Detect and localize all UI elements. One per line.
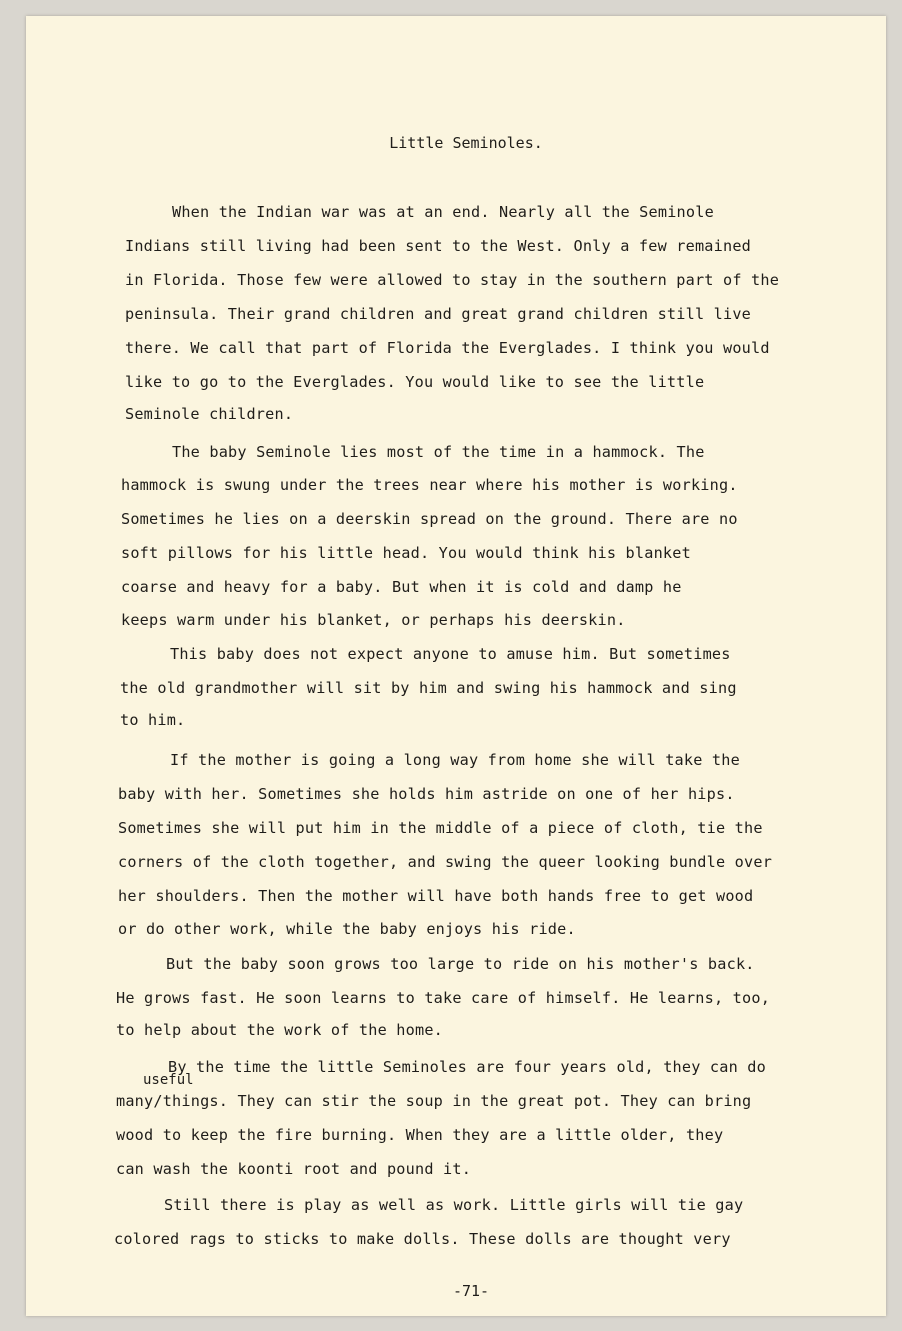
text-line: there. We call that part of Florida the Everglades. I think you would [125,339,770,357]
text-line: If the mother is going a long way from home she will take the [170,751,740,769]
text-line: coarse and heavy for a baby. But when it is cold and damp he [121,578,682,596]
text-line: By the time the little Seminoles are four years old, they can do [168,1058,766,1076]
text-line: the old grandmother will sit by him and swing his hammock and sing [120,679,737,697]
text-line: He grows fast. He soon learns to take care of himself. He learns, too, [116,989,771,1007]
text-line: Sometimes he lies on a deerskin spread on the ground. There are no [121,510,738,528]
text-line: to him. [120,711,186,729]
text-line: baby with her. Sometimes she holds him astride on one of her hips. [118,785,735,803]
text-line: wood to keep the fire burning. When they are a little older, they [116,1126,724,1144]
text-line: or do other work, while the baby enjoys his ride. [118,920,576,938]
text-line: her shoulders. Then the mother will have both hands free to get wood [118,887,754,905]
text-line: Still there is play as well as work. Little girls will tie gay [164,1196,744,1214]
text-line: The baby Seminole lies most of the time in a hammock. The [172,443,705,461]
text-line: can wash the koonti root and pound it. [116,1160,472,1178]
page-title: Little Seminoles. [389,134,543,152]
text-line: This baby does not expect anyone to amuse him. But sometimes [170,645,731,663]
text-line: many/things. They can stir the soup in the great pot. They can bring [116,1092,752,1110]
page-number: -71- [452,1282,490,1300]
text-line: in Florida. Those few were allowed to stay in the southern part of the [125,271,780,289]
text-line: colored rags to sticks to make dolls. These dolls are thought very [114,1230,731,1248]
text-line: When the Indian war was at an end. Nearly all the Seminole [172,203,714,221]
text-line: Sometimes she will put him in the middle of a piece of cloth, tie the [118,819,763,837]
typed-page [26,16,886,1316]
handwritten-insertion: useful [143,1072,194,1088]
text-line: peninsula. Their grand children and great grand children still live [125,305,752,323]
text-line: corners of the cloth together, and swing the queer looking bundle over [118,853,773,871]
text-line: keeps warm under his blanket, or perhaps his deerskin. [121,611,626,629]
text-line: hammock is swung under the trees near where his mother is working. [121,476,738,494]
text-line: But the baby soon grows too large to ride on his mother's back. [166,955,755,973]
text-line: like to go to the Everglades. You would like to see the little [125,373,705,391]
text-line: to help about the work of the home. [116,1021,444,1039]
text-line: soft pillows for his little head. You would think his blanket [121,544,691,562]
text-line: Indians still living had been sent to the West. Only a few remained [125,237,752,255]
text-line: Seminole children. [125,405,294,423]
